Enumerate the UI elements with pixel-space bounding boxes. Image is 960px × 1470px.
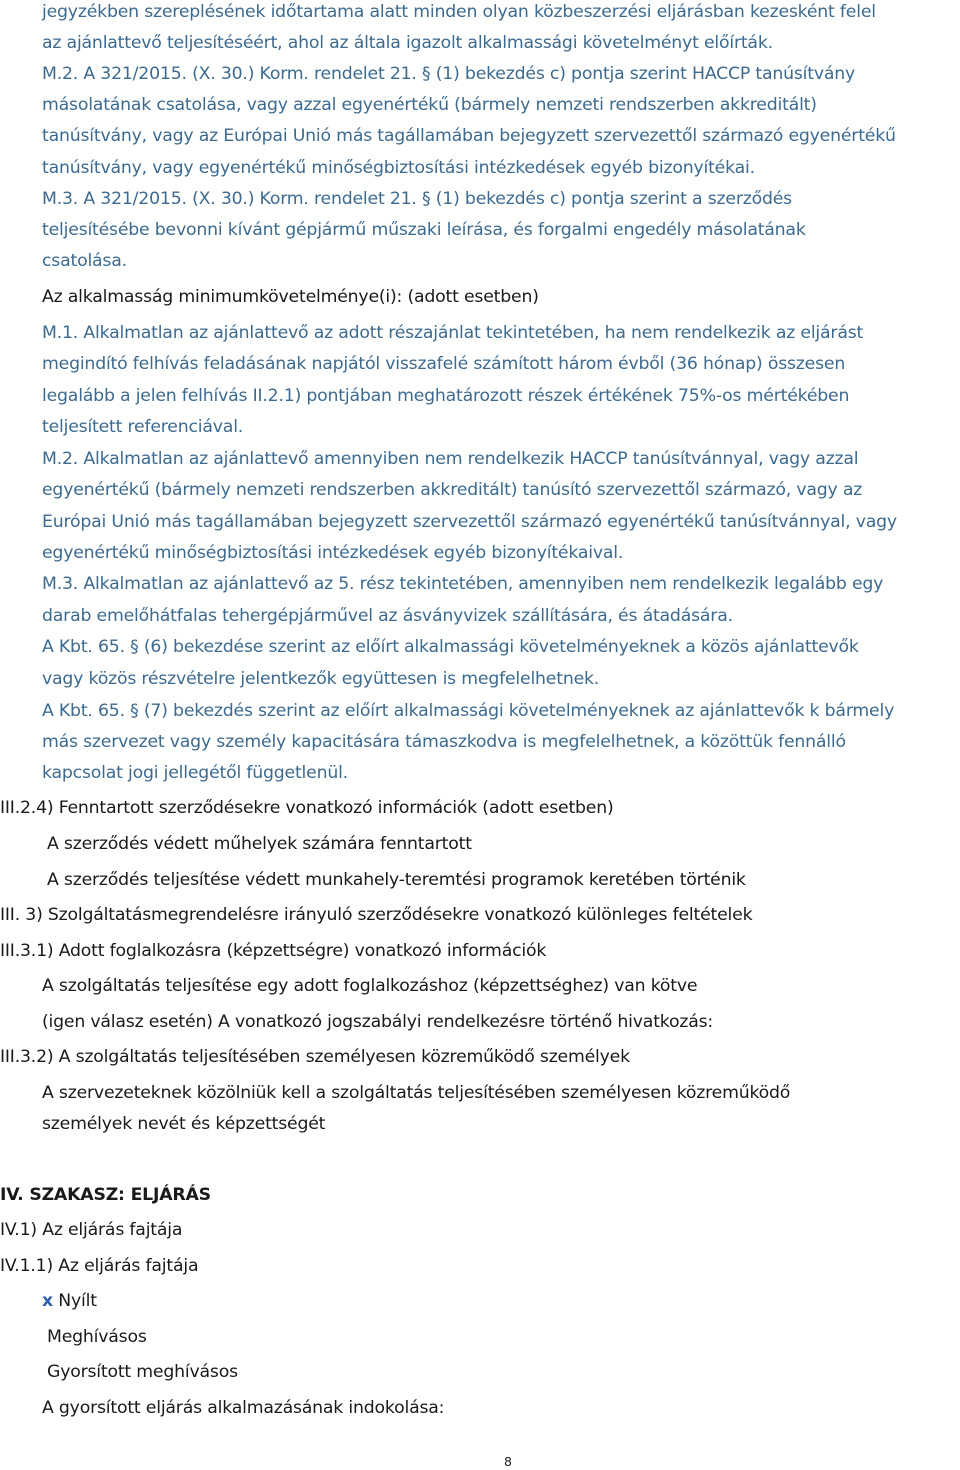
requirements-line-2: az ajánlattevő teljesítéséért, ahol az általa igazolt alkalmassági követelményt előírták. <box>42 33 773 53</box>
requirements-line-6: tanúsítvány, vagy egyenértékű minőségbiztosítási intézkedések egyéb bizonyítékai. <box>42 158 755 178</box>
minimum-line-1: M.1. Alkalmatlan az ajánlattevő az adott részajánlat tekintetében, ha nem rendelkezik az eljárást <box>42 323 864 343</box>
reserved-option-workshops: A szerződés védett műhelyek számára fenntartott <box>47 834 472 854</box>
minimum-line-14: más szervezet vagy személy kapacitására támaszkodva is megfelelhetnek, a közöttük fennálló <box>42 732 846 752</box>
accelerated-justification-label: A gyorsított eljárás alkalmazásának indokolása: <box>42 1398 445 1418</box>
requirements-line-9: csatolása. <box>42 251 127 271</box>
requirements-line-8: teljesítésébe bevonni kívánt gépjármű műszaki leírása, és forgalmi engedély másolatának <box>42 220 806 240</box>
requirements-line-1: jegyzékben szereplésének időtartama alatt minden olyan közbeszerzési eljárásban kezesként felel <box>42 2 876 22</box>
selected-mark: x <box>42 1291 53 1311</box>
requirements-line-5: tanúsítvány, vagy az Európai Unió más tagállamában bejegyzett szervezettől származó egyenértékű <box>42 126 896 146</box>
minimum-line-11: A Kbt. 65. § (6) bekezdése szerint az előírt alkalmassági követelményeknek a közös ajánlattevők <box>42 637 859 657</box>
minimum-line-8: egyenértékű minőségbiztosítási intézkedések egyéb bizonyítékaival. <box>42 543 624 563</box>
minimum-line-7: Európai Unió más tagállamában bejegyzett szervezettől származó egyenértékű tanúsítvánnyal, vagy <box>42 512 897 532</box>
reserved-option-programs: A szerződés teljesítése védett munkahely-teremtési programok keretében történik <box>47 870 746 890</box>
minimum-line-15: kapcsolat jogi jellegétől függetlenül. <box>42 763 348 783</box>
procedure-option-restricted: Meghívásos <box>47 1327 147 1347</box>
minimum-line-3: legalább a jelen felhívás II.2.1) pontjában meghatározott részek értékének 75%-os mértékében <box>42 386 850 406</box>
requirements-line-7: M.3. A 321/2015. (X. 30.) Korm. rendelet 21. § (1) bekezdés c) pontja szerint a szerződés <box>42 189 792 209</box>
section-3-3-1-line-2: (igen válasz esetén) A vonatkozó jogszabályi rendelkezésre történő hivatkozás: <box>42 1012 714 1032</box>
section-4-1-title: IV.1) Az eljárás fajtája <box>0 1220 183 1240</box>
section-3-3-1-line-1: A szolgáltatás teljesítése egy adott foglalkozáshoz (képzettséghez) van kötve <box>42 976 698 996</box>
requirements-line-4: másolatának csatolása, vagy azzal egyenértékű (bármely nemzeti rendszerben akkreditált) <box>42 95 817 115</box>
minimum-requirements-heading: Az alkalmasság minimumkövetelménye(i): (adott esetben) <box>42 287 539 307</box>
requirements-line-3: M.2. A 321/2015. (X. 30.) Korm. rendelet 21. § (1) bekezdés c) pontja szerint HACCP tanúsítvány <box>42 64 856 84</box>
section-4-1-1-title: IV.1.1) Az eljárás fajtája <box>0 1256 199 1276</box>
minimum-line-9: M.3. Alkalmatlan az ajánlattevő az 5. rész tekintetében, amennyiben nem rendelkezik legalább egy <box>42 574 884 594</box>
section-3-3-2-line-2: személyek nevét és képzettségét <box>42 1114 326 1134</box>
section-3-3-1-title: III.3.1) Adott foglalkozásra (képzettségre) vonatkozó információk <box>0 941 547 961</box>
procedure-option-accelerated: Gyorsított meghívásos <box>47 1362 238 1382</box>
section-3-2-4-title: III.2.4) Fenntartott szerződésekre vonatkozó információk (adott esetben) <box>0 798 614 818</box>
section-3-3-title: III. 3) Szolgáltatásmegrendelésre irányuló szerződésekre vonatkozó különleges feltételek <box>0 905 753 925</box>
minimum-line-12: vagy közös részvételre jelentkezők együttesen is megfelelhetnek. <box>42 669 600 689</box>
minimum-line-13: A Kbt. 65. § (7) bekezdés szerint az előírt alkalmassági követelményeknek az ajánlattevők k bármely <box>42 701 895 721</box>
procedure-option-open <box>42 1290 97 1312</box>
section-4-title: IV. SZAKASZ: ELJÁRÁS <box>0 1185 211 1205</box>
minimum-line-6: egyenértékű (bármely nemzeti rendszerben akkreditált) tanúsító szervezettől származó, vagy az <box>42 480 863 500</box>
minimum-line-10: darab emelőhátfalas tehergépjárművel az ásványvizek szállítására, és átadására. <box>42 606 733 626</box>
procedure-option-open-label: Nyílt <box>58 1291 97 1311</box>
section-3-3-2-line-1: A szervezeteknek közölniük kell a szolgáltatás teljesítésében személyesen közreműködő <box>42 1083 791 1103</box>
minimum-line-5: M.2. Alkalmatlan az ajánlattevő amennyiben nem rendelkezik HACCP tanúsítvánnyal, vagy azzal <box>42 449 859 469</box>
minimum-line-4: teljesített referenciával. <box>42 417 244 437</box>
page-number: 8 <box>504 1454 512 1469</box>
section-3-3-2-title: III.3.2) A szolgáltatás teljesítésében személyesen közreműködő személyek <box>0 1047 630 1067</box>
minimum-line-2: megindító felhívás feladásának napjától visszafelé számított három évből (36 hónap) összesen <box>42 354 846 374</box>
